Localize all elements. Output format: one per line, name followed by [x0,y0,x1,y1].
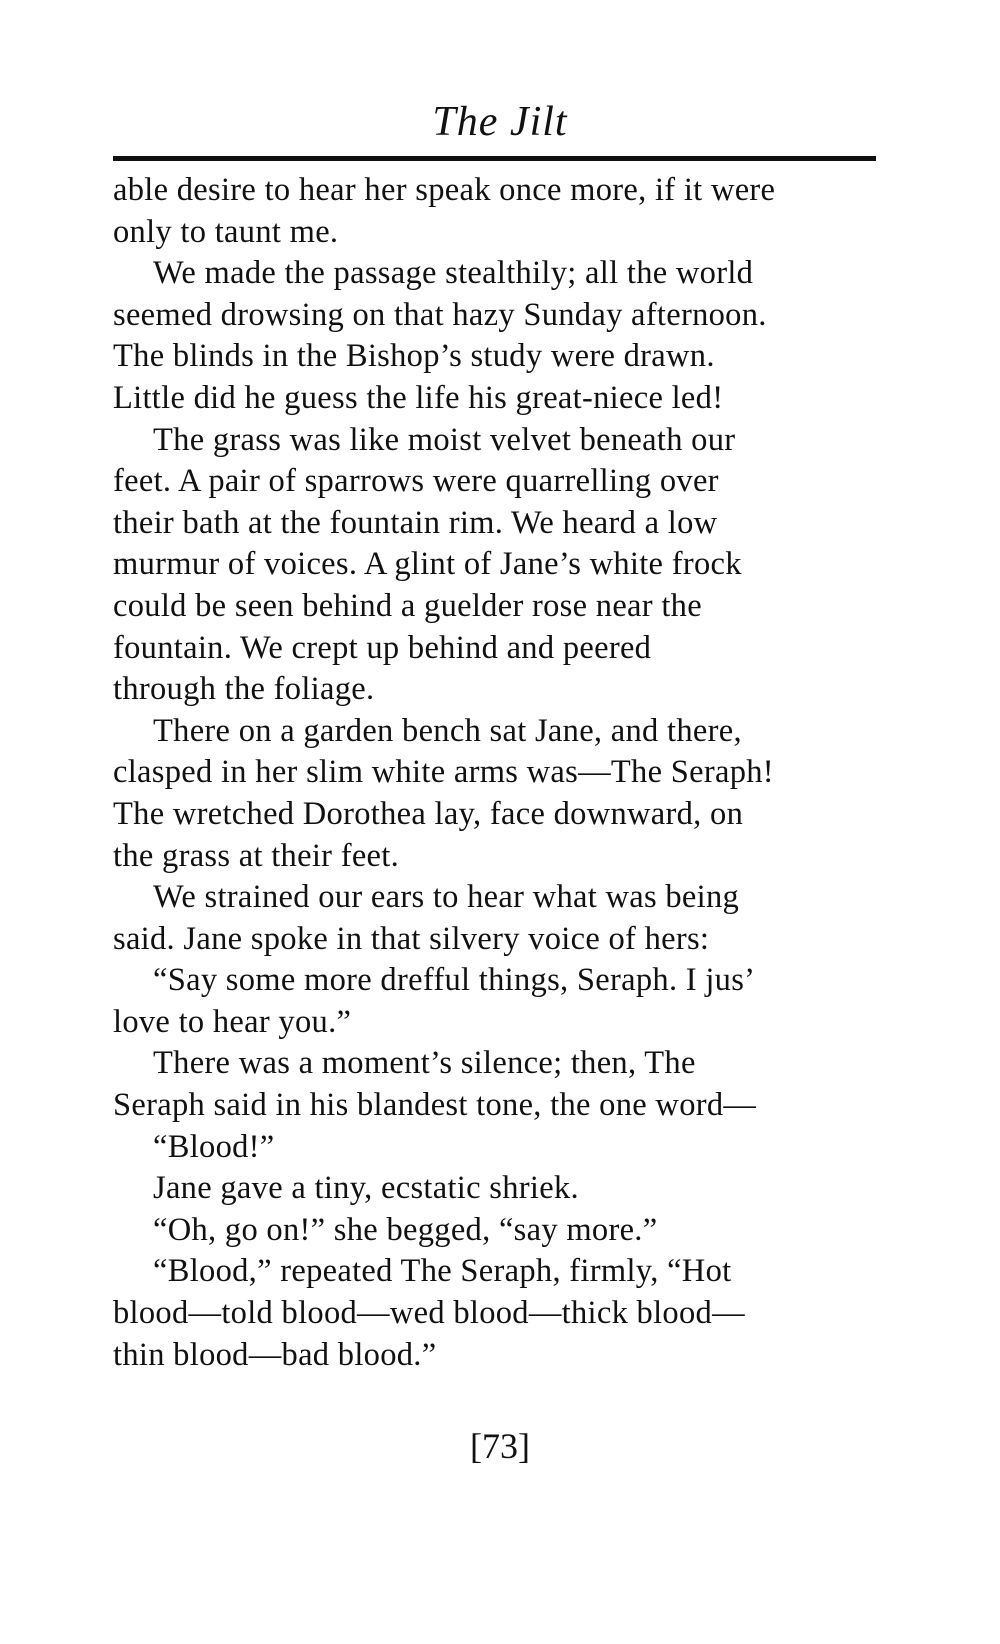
paragraph-7: There was a moment’s silence; then, The Seraph said in his blandest tone, the one word— [113,1045,757,1124]
paragraph-10: “Oh, go on!” she begged, “say more.” [153,1211,658,1248]
header-rule [113,156,876,161]
paragraph-11: “Blood,” repeated The Seraph, firmly, “Hot blood—told blood—wed blood—thick blood— thin blood—bad blood.” [113,1253,745,1373]
paragraph-6: “Say some more drefful things, Seraph. I jus’ love to hear you.” [113,962,756,1040]
paragraph-4: There on a garden bench sat Jane, and there, clasped in her slim white arms was—The Seraph! The wretched Dorothea lay, face downward, on the grass at their feet. [113,712,774,874]
paragraph-3: The grass was like moist velvet beneath our feet. A pair of sparrows were quarrelling over their bath at the fountain rim. We heard a low murmur of voices. A glint of Jane’s white frock could be seen behind a guelder rose near the fountain. We crept up behind and peered through the foliage. [113,421,742,708]
paragraph-9: Jane gave a tiny, ecstatic shriek. [153,1170,579,1207]
paragraph-5: We strained our ears to hear what was being said. Jane spoke in that silvery voice of hers: [113,879,740,957]
paragraph-1: able desire to hear her speak once more, if it were only to taunt me. [113,172,776,250]
paragraph-2: We made the passage stealthily; all the world seemed drowsing on that hazy Sunday afternoon. The blinds in the Bishop’s study were drawn. Little did he guess the life his great-niece led! [113,255,767,416]
body-text [113,170,876,1376]
page-title: The Jilt [432,99,568,145]
paragraph-8: “Blood!” [153,1128,275,1165]
page-number: [73] [470,1426,530,1466]
